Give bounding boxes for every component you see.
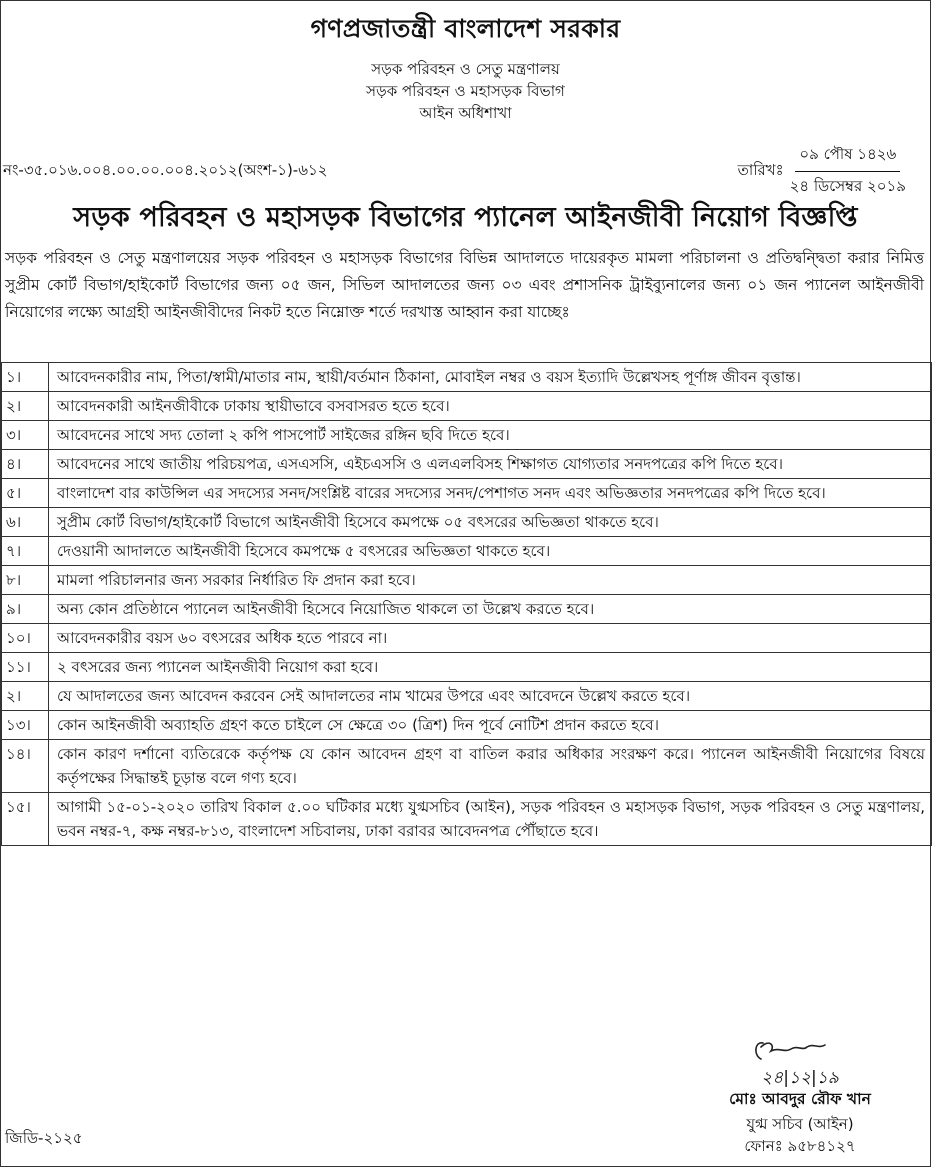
- condition-number: ১০।: [2, 624, 49, 653]
- date-bangla: ০৯ পৌষ ১৪২৬: [795, 143, 900, 172]
- condition-text: আগামী ১৫-০১-২০২০ তারিখ বিকাল ৫.০০ ঘটিকার মধ্যে যুগ্মসচিব (আইন), সড়ক পরিবহন ও মহাসড়ক বিভাগ, সড়ক পরিবহন ও সেতু মন্ত্রণালয়, ভবন নম্বর-৭, কক্ষ নম্বর-৮১৩, বাংলাদেশ সচিবালয়, ঢাকা বরাবর আবেদনপত্র পৌঁছাতে হবে।: [49, 793, 932, 846]
- condition-row: [2, 450, 932, 479]
- condition-row: [2, 392, 932, 421]
- condition-number: ৯।: [2, 595, 49, 624]
- condition-row: [2, 740, 932, 793]
- condition-number: ২।: [2, 682, 49, 711]
- condition-number: ১৪।: [2, 740, 49, 793]
- gd-number: জিডি-২১২৫: [5, 1129, 83, 1147]
- date-values: [790, 143, 906, 200]
- signatory-name: মোঃ আবদুর রৌফ খান: [729, 1090, 871, 1108]
- ministry-name: সড়ক পরিবহন ও সেতু মন্ত্রণালয়: [371, 60, 560, 78]
- signatory-phone: ফোনঃ ৯৫৮৪১২৭: [744, 1137, 856, 1155]
- condition-text: কোন কারণ দর্শানো ব্যতিরেকে কর্তৃপক্ষ যে কোন আবেদন গ্রহণ বা বাতিল করার অধিকার সংরক্ষণ করে। প্যানেল আইনজীবী নিয়োগের বিষয়ে কর্তৃপক্ষের সিদ্ধান্তই চূড়ান্ত বলে গণ্য হবে।: [49, 740, 932, 793]
- government-name: গণপ্রজাতন্ত্রী বাংলাদেশ সরকার: [310, 14, 621, 43]
- condition-row: [2, 479, 932, 508]
- signature-block: [700, 1035, 900, 1157]
- memo-number: নং-৩৫.০১৬.০০৪.০০.০০.০০৪.২০১২(অংশ-১)-৬১২: [3, 161, 328, 179]
- condition-text: সুপ্রীম কোর্ট বিভাগ/হাইকোর্ট বিভাগে আইনজীবী হিসেবে কমপক্ষে ০৫ বৎসরের অভিজ্ঞতা থাকতে হবে।: [49, 508, 932, 537]
- condition-text: মামলা পরিচালনার জন্য সরকার নির্ধারিত ফি প্রদান করা হবে।: [49, 566, 932, 595]
- condition-text: আবেদনকারী আইনজীবীকে ঢাকায় স্থায়ীভাবে বসবাসরত হতে হবে।: [49, 392, 932, 421]
- condition-number: ৬।: [2, 508, 49, 537]
- conditions-table: [1, 362, 932, 846]
- date-label: তারিখঃ: [737, 161, 784, 179]
- condition-text: অন্য কোন প্রতিষ্ঠানে প্যানেল আইনজীবী হিসেবে নিয়োজিত থাকলে তা উল্লেখ করতে হবে।: [49, 595, 932, 624]
- condition-number: ৮।: [2, 566, 49, 595]
- condition-number: ৭।: [2, 537, 49, 566]
- condition-number: ২।: [2, 392, 49, 421]
- condition-text: যে আদালতের জন্য আবেদন করবেন সেই আদালতের নাম খামের উপরে এবং আবেদনে উল্লেখ করতে হবে।: [49, 682, 932, 711]
- signature-date: ২৪|১২|১৯: [761, 1068, 839, 1088]
- condition-row: [2, 363, 932, 392]
- condition-row: [2, 508, 932, 537]
- condition-row: [2, 421, 932, 450]
- condition-row: [2, 682, 932, 711]
- condition-row: [2, 595, 932, 624]
- date-gregorian: ২৪ ডিসেম্বর ২০১৯: [789, 177, 906, 195]
- condition-row: [2, 566, 932, 595]
- condition-number: ৫।: [2, 479, 49, 508]
- reference-row: [3, 143, 906, 195]
- condition-number: ১৫।: [2, 793, 49, 846]
- intro-paragraph: সড়ক পরিবহন ও সেতু মন্ত্রণালয়ের সড়ক পরিবহন ও মহাসড়ক বিভাগের বিভিন্ন আদালতে দায়েরকৃত মামলা পরিচালনা ও প্রতিদ্বন্দ্বিতা করার নিমিত্ত সুপ্রীম কোর্ট বিভাগ/হাইকোর্ট বিভাগের জন্য ০৫ জন, সিভিল আদালতের জন্য ০৩ এবং প্রশাসনিক ট্রাইব্যুনালের জন্য ০১ জন প্যানেল আইনজীবী নিয়োগের লক্ষ্যে আগ্রহী আইনজীবীদের নিকট হতে নিম্নোক্ত শর্তে দরখাস্ত আহ্বান করা যাচ্ছেঃ: [5, 249, 924, 321]
- condition-row: [2, 793, 932, 846]
- condition-text: দেওয়ানী আদালতে আইনজীবী হিসেবে কমপক্ষে ৫ বৎসরের অভিজ্ঞতা থাকতে হবে।: [49, 537, 932, 566]
- division-name: সড়ক পরিবহন ও মহাসড়ক বিভাগ: [366, 82, 565, 100]
- signatory-designation: যুগ্ম সচিব (আইন): [746, 1115, 854, 1133]
- notice-title: সড়ক পরিবহন ও মহাসড়ক বিভাগের প্যানেল আইনজীবী নিয়োগ বিজ্ঞপ্তি: [73, 202, 858, 233]
- issue-date: [738, 143, 906, 200]
- condition-text: কোন আইনজীবী অব্যাহতি গ্রহণ কতে চাইলে সে ক্ষেত্রে ৩০ (ত্রিশ) দিন পূর্বে নোটিশ প্রদান করতে হবে।: [49, 711, 932, 740]
- condition-number: ১৩।: [2, 711, 49, 740]
- condition-text: আবেদনের সাথে জাতীয় পরিচয়পত্র, এসএসসি, এইচএসসি ও এলএলবিসহ শিক্ষাগত যোগ্যতার সনদপত্রের কপি দিতে হবে।: [49, 450, 932, 479]
- condition-number: ১১।: [2, 653, 49, 682]
- condition-number: ৪।: [2, 450, 49, 479]
- condition-text: ২ বৎসরের জন্য প্যানেল আইনজীবী নিয়োগ করা হবে।: [49, 653, 932, 682]
- condition-row: [2, 624, 932, 653]
- condition-number: ১।: [2, 363, 49, 392]
- condition-row: [2, 711, 932, 740]
- letterhead: [1, 1, 930, 124]
- condition-row: [2, 537, 932, 566]
- condition-text: আবেদনের সাথে সদ্য তোলা ২ কপি পাসপোর্ট সাইজের রঙ্গিন ছবি দিতে হবে।: [49, 421, 932, 450]
- condition-number: ৩।: [2, 421, 49, 450]
- branch-name: আইন অধিশাখা: [419, 104, 512, 122]
- condition-text: বাংলাদেশ বার কাউন্সিল এর সদস্যের সনদ/সংশ্লিষ্ট বারের সদস্যের সনদ/পেশাগত সনদ এবং অভিজ্ঞতার সনদপত্রের কপি দিতে হবে।: [49, 479, 932, 508]
- condition-text: আবেদনকারীর বয়স ৬০ বৎসরের অধিক হতে পারবে না।: [49, 624, 932, 653]
- condition-row: [2, 653, 932, 682]
- condition-text: আবেদনকারীর নাম, পিতা/স্বামী/মাতার নাম, স্থায়ী/বর্তমান ঠিকানা, মোবাইল নম্বর ও বয়স ইত্যাদি উল্লেখসহ পূর্ণাঙ্গ জীবন বৃত্তান্ত।: [49, 363, 932, 392]
- handwritten-signature-icon: [745, 1035, 855, 1071]
